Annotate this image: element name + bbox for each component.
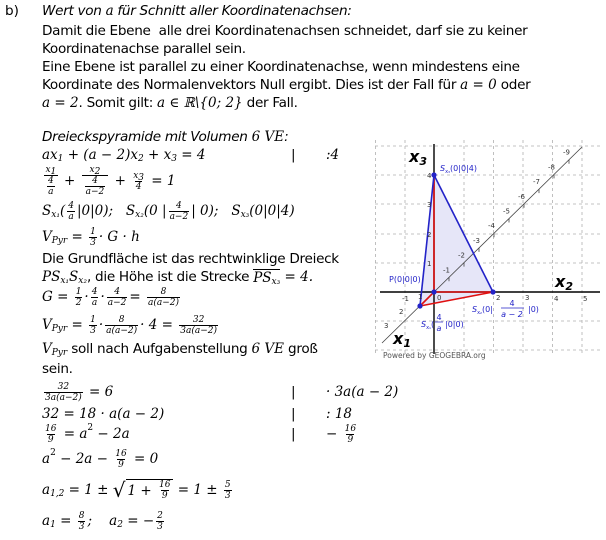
math-run: − <box>326 426 342 442</box>
subscript: 2 <box>117 520 123 530</box>
radicand <box>126 479 174 501</box>
numerator <box>67 201 75 211</box>
equation <box>42 251 339 267</box>
math-run: 1 + <box>127 482 157 499</box>
math-run: + (a − 2)x <box>63 147 138 163</box>
fraction <box>44 424 57 445</box>
tick-x2: -1 <box>402 295 409 303</box>
math-run: 16 <box>115 448 127 459</box>
subscript: 2 <box>137 154 144 164</box>
geogebra-figure <box>375 140 606 362</box>
math-run: a(a−2) <box>106 325 138 336</box>
subscript: 1 <box>50 167 57 177</box>
math-run: 16 <box>159 480 171 490</box>
solution-line <box>42 228 140 246</box>
text-run: , die Höhe ist die Strecke <box>86 269 254 285</box>
math-run: ( <box>59 203 66 219</box>
fraction <box>105 315 138 336</box>
subscript: 1 <box>57 154 64 164</box>
separator-bar: | <box>291 384 296 400</box>
denominator <box>161 490 169 501</box>
fraction <box>224 480 232 501</box>
math-run: · G · h <box>98 229 140 245</box>
numerator <box>132 171 145 181</box>
math-run: = <box>55 513 76 529</box>
math-run: V <box>42 341 52 357</box>
solution-line <box>42 450 158 468</box>
numerator <box>114 449 127 459</box>
math-run: a ∈ ℝ\{0; 2} <box>157 95 243 111</box>
equation <box>42 287 182 308</box>
text-run: sein. <box>42 361 73 377</box>
math-run: 9 <box>347 434 354 445</box>
math-run: 5 <box>224 479 231 490</box>
fraction <box>179 315 218 336</box>
denominator <box>78 521 86 532</box>
equation <box>42 361 73 377</box>
math-run: 3 <box>224 490 231 501</box>
math-run: ax <box>42 147 58 163</box>
solution-line <box>42 340 318 358</box>
text-run: Damit die Ebene alle drei Koordinatenachsen schneidet, darf sie zu keiner <box>42 23 528 39</box>
fraction <box>91 287 99 308</box>
separator-bar: | <box>291 406 296 422</box>
math-run: 1 <box>90 226 96 237</box>
numerator <box>344 424 357 434</box>
text-run: Eine Ebene ist parallel zu einer Koordinatenachse, wenn mindestens eine <box>42 59 520 75</box>
fraction <box>114 449 127 470</box>
fraction <box>85 176 106 197</box>
math-run: PS <box>253 269 272 286</box>
svg-text:a − 2: a − 2 <box>501 310 523 319</box>
solution-line <box>42 512 166 530</box>
math-run: a <box>48 187 54 197</box>
math-run: · 3a(a − 2) <box>326 384 399 400</box>
diagonal-tick-label: -2 <box>458 251 465 260</box>
base-triangle-fill <box>420 175 493 306</box>
tick-x2: 5 <box>583 295 588 303</box>
tick-x2: 2 <box>496 294 501 302</box>
denominator <box>105 325 138 336</box>
svg-text:a: a <box>436 324 442 333</box>
point-sx1-label <box>421 313 464 333</box>
math-run: V <box>42 229 52 245</box>
math-run: 9 <box>161 491 168 501</box>
equation-operation <box>326 147 339 163</box>
fraction <box>107 287 128 308</box>
math-run: 16 <box>45 423 57 434</box>
svg-text:4: 4 <box>509 299 515 308</box>
intro-line <box>42 22 527 40</box>
math-run: 32 = 18 · a(a − 2) <box>42 406 165 422</box>
math-run: = a <box>59 426 88 442</box>
equation <box>42 147 205 163</box>
math-run: V <box>42 317 52 333</box>
math-run: 8 <box>78 510 85 521</box>
numerator <box>158 480 171 490</box>
denominator <box>224 490 232 501</box>
math-run: (0 | <box>143 203 167 219</box>
math-run: x <box>89 165 95 175</box>
numerator <box>47 176 55 186</box>
denominator <box>82 175 109 197</box>
numerator <box>44 424 57 434</box>
denominator <box>44 175 58 197</box>
tick-x1: 3 <box>384 322 389 330</box>
math-run: = <box>67 229 88 245</box>
math-run: :4 <box>326 147 340 163</box>
geogebra-credit: Powered by GEOGEBRA.org <box>383 351 486 360</box>
subscript: x₂ <box>135 210 144 220</box>
denominator <box>107 297 128 308</box>
intro-line <box>42 76 530 94</box>
diagonal-tick-label: -8 <box>548 163 555 172</box>
section-title <box>42 3 352 19</box>
math-run: 4 <box>114 286 120 297</box>
diagonal-tick-label: -1 <box>443 266 450 275</box>
solution-line <box>42 250 339 268</box>
tick-x3: 2 <box>427 231 432 239</box>
math-run: = 0 <box>129 451 159 467</box>
solution-line <box>42 405 353 423</box>
tick-x2: 3 <box>525 294 530 302</box>
denominator <box>67 211 74 222</box>
numerator <box>156 511 164 521</box>
numerator <box>89 315 97 325</box>
subscript: x₁ <box>51 210 60 220</box>
grid <box>375 140 600 354</box>
tick-x2: 4 <box>554 295 559 303</box>
text-run: oder <box>496 77 531 93</box>
fraction <box>344 424 357 445</box>
math-run: (0|0|4) <box>249 203 295 219</box>
text-run: groß <box>284 341 318 357</box>
superscript: 2 <box>50 448 56 458</box>
axis-x1-label: x1 <box>393 329 411 350</box>
math-run: + <box>110 173 131 189</box>
solution-line <box>42 288 182 306</box>
math-run: 16 <box>344 423 357 434</box>
fraction <box>169 201 190 222</box>
math-run: a = 0 <box>460 77 497 93</box>
subscript: Pyr <box>51 236 68 246</box>
math-run: 3 <box>157 521 163 532</box>
math-run: ; a <box>87 513 118 529</box>
math-run: 3 <box>78 521 85 532</box>
math-run: 3 <box>90 237 96 248</box>
denominator <box>169 211 190 222</box>
equation <box>42 382 113 403</box>
denominator <box>179 325 218 336</box>
axis-x2-label: x2 <box>555 272 573 293</box>
subscript: 1,2 <box>50 489 65 499</box>
denominator <box>85 186 106 197</box>
math-run: − 2a <box>93 426 130 442</box>
subscript: Pyr <box>51 324 68 334</box>
math-run: = 6 <box>84 384 114 400</box>
solution-line <box>42 128 288 146</box>
equation-operation <box>326 384 398 400</box>
numerator <box>75 287 83 297</box>
math-run: 32 <box>57 381 70 392</box>
diagonal-tick-label: -9 <box>563 148 570 157</box>
numerator <box>91 176 99 186</box>
task-label: b) <box>5 3 19 19</box>
tick-x3: 3 <box>427 201 432 209</box>
subscript: 3 <box>138 172 144 183</box>
title-var: a <box>105 3 114 19</box>
denominator <box>117 459 125 470</box>
equation <box>42 511 166 532</box>
text-run: Die Grundfläche ist das rechtwinklige Dreieck <box>42 251 339 267</box>
math-run: 1 <box>75 286 82 297</box>
math-run: 4 <box>135 181 142 192</box>
math-run: |0|0); S <box>76 203 136 219</box>
math-run: 4 <box>48 176 54 186</box>
math-run: 3 <box>90 325 96 336</box>
subscript: x₁ <box>60 276 70 286</box>
denominator <box>44 392 83 403</box>
tick-x1: 2 <box>399 308 404 316</box>
fraction <box>47 176 55 197</box>
math-run: 6 VE <box>251 341 285 357</box>
numerator <box>91 287 99 297</box>
radical-sign-icon: √ <box>112 478 126 502</box>
math-run: | 0); S <box>191 203 241 219</box>
numerator <box>89 227 97 237</box>
subscript: x₃ <box>240 210 250 220</box>
math-run: − 2a − <box>55 451 113 467</box>
solution-line <box>42 360 73 378</box>
point-sx3-label: $S_{x_3}(0|0|4)$ <box>440 164 477 175</box>
denominator <box>156 521 164 532</box>
math-run: x <box>133 170 139 181</box>
math-run: 32 <box>192 314 205 325</box>
math-run: = 4. <box>280 269 314 285</box>
equation <box>42 129 288 145</box>
math-run: 3a(a−2) <box>45 392 82 403</box>
math-run: · <box>84 289 89 305</box>
equation-operation <box>326 424 359 445</box>
denominator <box>89 325 97 336</box>
subscript: 3 <box>171 154 177 164</box>
math-run: = <box>129 289 145 305</box>
separator-bar: | <box>291 426 296 442</box>
diagonal-tick-label: -3 <box>473 236 480 245</box>
math-run: 6 VE <box>251 129 285 145</box>
math-run: a <box>91 297 98 308</box>
axis-x3-label: x3 <box>409 147 427 168</box>
numerator <box>224 480 232 490</box>
title-pre: Wert von <box>42 3 106 19</box>
math-run: a−2 <box>85 187 105 197</box>
solution-line <box>42 478 234 502</box>
denominator <box>147 297 180 308</box>
superscript: 2 <box>87 423 94 433</box>
math-run: 8 <box>118 314 125 325</box>
math-run: : 18 <box>326 406 353 422</box>
math-run: S <box>42 203 52 219</box>
text-run: Koordinatenachse parallel sein. <box>42 41 246 57</box>
math-run: · <box>100 289 105 305</box>
diagonal-tick-label: -7 <box>533 178 540 187</box>
numerator <box>175 201 183 211</box>
math-run: + <box>59 173 80 189</box>
math-run: 2 <box>157 510 163 521</box>
diagonal-tick-label: -6 <box>518 192 525 201</box>
tick-x3: 1 <box>427 260 432 268</box>
numerator <box>44 165 57 175</box>
intro-line <box>42 40 246 58</box>
solution-line <box>42 381 399 403</box>
equation <box>42 341 318 357</box>
math-run: a <box>68 211 74 222</box>
subscript: Pyr <box>51 348 68 358</box>
solution-line <box>42 268 313 286</box>
denominator <box>75 297 83 308</box>
math-run: = 1 <box>147 173 176 189</box>
title-post: für Schnitt aller Koordinatenachsen: <box>113 3 352 19</box>
math-run: a = 2 <box>42 95 79 111</box>
equation <box>42 406 164 422</box>
italic-text: Dreieckspyramide mit Volumen <box>42 129 252 145</box>
math-run: a <box>42 451 51 467</box>
numerator <box>78 511 86 521</box>
numerator <box>89 165 102 175</box>
math-run: + x <box>143 147 172 163</box>
equation <box>42 315 220 336</box>
fraction <box>82 165 109 197</box>
subscript: 2 <box>94 167 101 177</box>
fraction <box>132 171 145 192</box>
point-p-label: P(0|0|0) <box>389 275 421 284</box>
solution-line <box>42 146 340 164</box>
fraction <box>78 511 86 532</box>
math-run: 4 <box>92 176 98 186</box>
subscript: x₃ <box>271 276 281 287</box>
math-run: a <box>42 482 51 498</box>
equation <box>42 165 175 197</box>
math-run: 1 <box>90 314 96 325</box>
math-run: = 1 ± <box>173 482 222 498</box>
denominator <box>91 297 98 308</box>
denominator <box>47 434 55 445</box>
equation <box>42 449 158 470</box>
point-sx2-label <box>472 299 539 319</box>
math-run: · 4 = <box>140 317 178 333</box>
numerator <box>160 287 168 297</box>
svg-text:|0): |0) <box>528 305 539 314</box>
fraction <box>147 287 180 308</box>
svg-text:|0|0): |0|0) <box>445 320 464 329</box>
tick-x1: 1 <box>418 293 423 301</box>
fraction <box>89 227 97 248</box>
solution-line <box>42 165 176 197</box>
equation <box>42 269 313 286</box>
fraction <box>89 315 97 336</box>
math-run: · <box>98 317 104 333</box>
math-run: 4 <box>91 286 98 297</box>
fraction <box>156 511 164 532</box>
intro-line <box>42 94 298 112</box>
math-run: 4 <box>68 200 74 211</box>
square-root <box>113 479 174 501</box>
subscript: 1 <box>50 520 56 530</box>
math-run: = − <box>122 513 155 529</box>
denominator <box>89 237 97 248</box>
numerator <box>192 315 205 325</box>
fraction <box>44 165 58 197</box>
math-run: = <box>67 317 88 333</box>
math-run: 8 <box>160 286 167 297</box>
math-run: 9 <box>118 459 124 470</box>
separator-bar: | <box>291 147 296 163</box>
fraction <box>44 382 83 403</box>
subscript: x₂ <box>78 276 87 286</box>
numerator <box>113 287 121 297</box>
italic-text: : <box>284 129 289 145</box>
math-run: 4 <box>176 200 182 211</box>
text-run: . Somit gilt: <box>78 95 158 111</box>
denominator <box>346 434 354 445</box>
equation <box>42 424 130 445</box>
math-run: 3a(a−2) <box>180 325 217 336</box>
math-run: x <box>45 165 51 175</box>
fraction <box>67 201 75 222</box>
text-run: soll nach Aufgabenstellung <box>67 341 252 357</box>
solution-line <box>42 202 295 220</box>
math-run: = 1 ± <box>64 482 113 498</box>
fraction <box>158 480 171 501</box>
diagonal-tick-label: -4 <box>488 222 495 231</box>
math-run: a−2 <box>107 297 127 308</box>
denominator <box>47 186 54 197</box>
tick-x3: 4 <box>427 172 432 180</box>
math-run: 2 <box>75 297 82 308</box>
equation-operation <box>326 406 352 422</box>
svg-text:Sx₁(: $S_{x_1}$( <box>421 320 435 331</box>
math-run: S <box>69 269 79 285</box>
equation <box>42 479 234 501</box>
equation <box>42 227 140 248</box>
math-run: a <box>42 513 51 529</box>
diagonal-tick-label: -5 <box>503 207 510 216</box>
text-run: der Fall. <box>242 95 298 111</box>
math-run: a−2 <box>169 211 189 222</box>
math-run: PS <box>42 269 61 285</box>
overline-segment <box>253 269 280 286</box>
solution-line <box>42 316 220 334</box>
numerator <box>118 315 126 325</box>
fraction <box>75 287 83 308</box>
math-run: G = <box>42 289 73 305</box>
math-run: = 4 <box>176 147 206 163</box>
math-run: 9 <box>47 434 54 445</box>
math-run: a(a−2) <box>148 297 180 308</box>
svg-text:Sx₂(0|: $S_{x_2}(0|$ <box>472 305 493 316</box>
solution-line <box>42 423 357 445</box>
numerator <box>57 382 70 392</box>
equation <box>42 201 295 222</box>
intro-line <box>42 58 520 76</box>
origin-label: 0 <box>437 294 442 302</box>
svg-text:4: 4 <box>436 313 442 322</box>
text-run: Koordinate des Normalenvektors Null ergibt. Dies ist der Fall für <box>42 77 461 93</box>
